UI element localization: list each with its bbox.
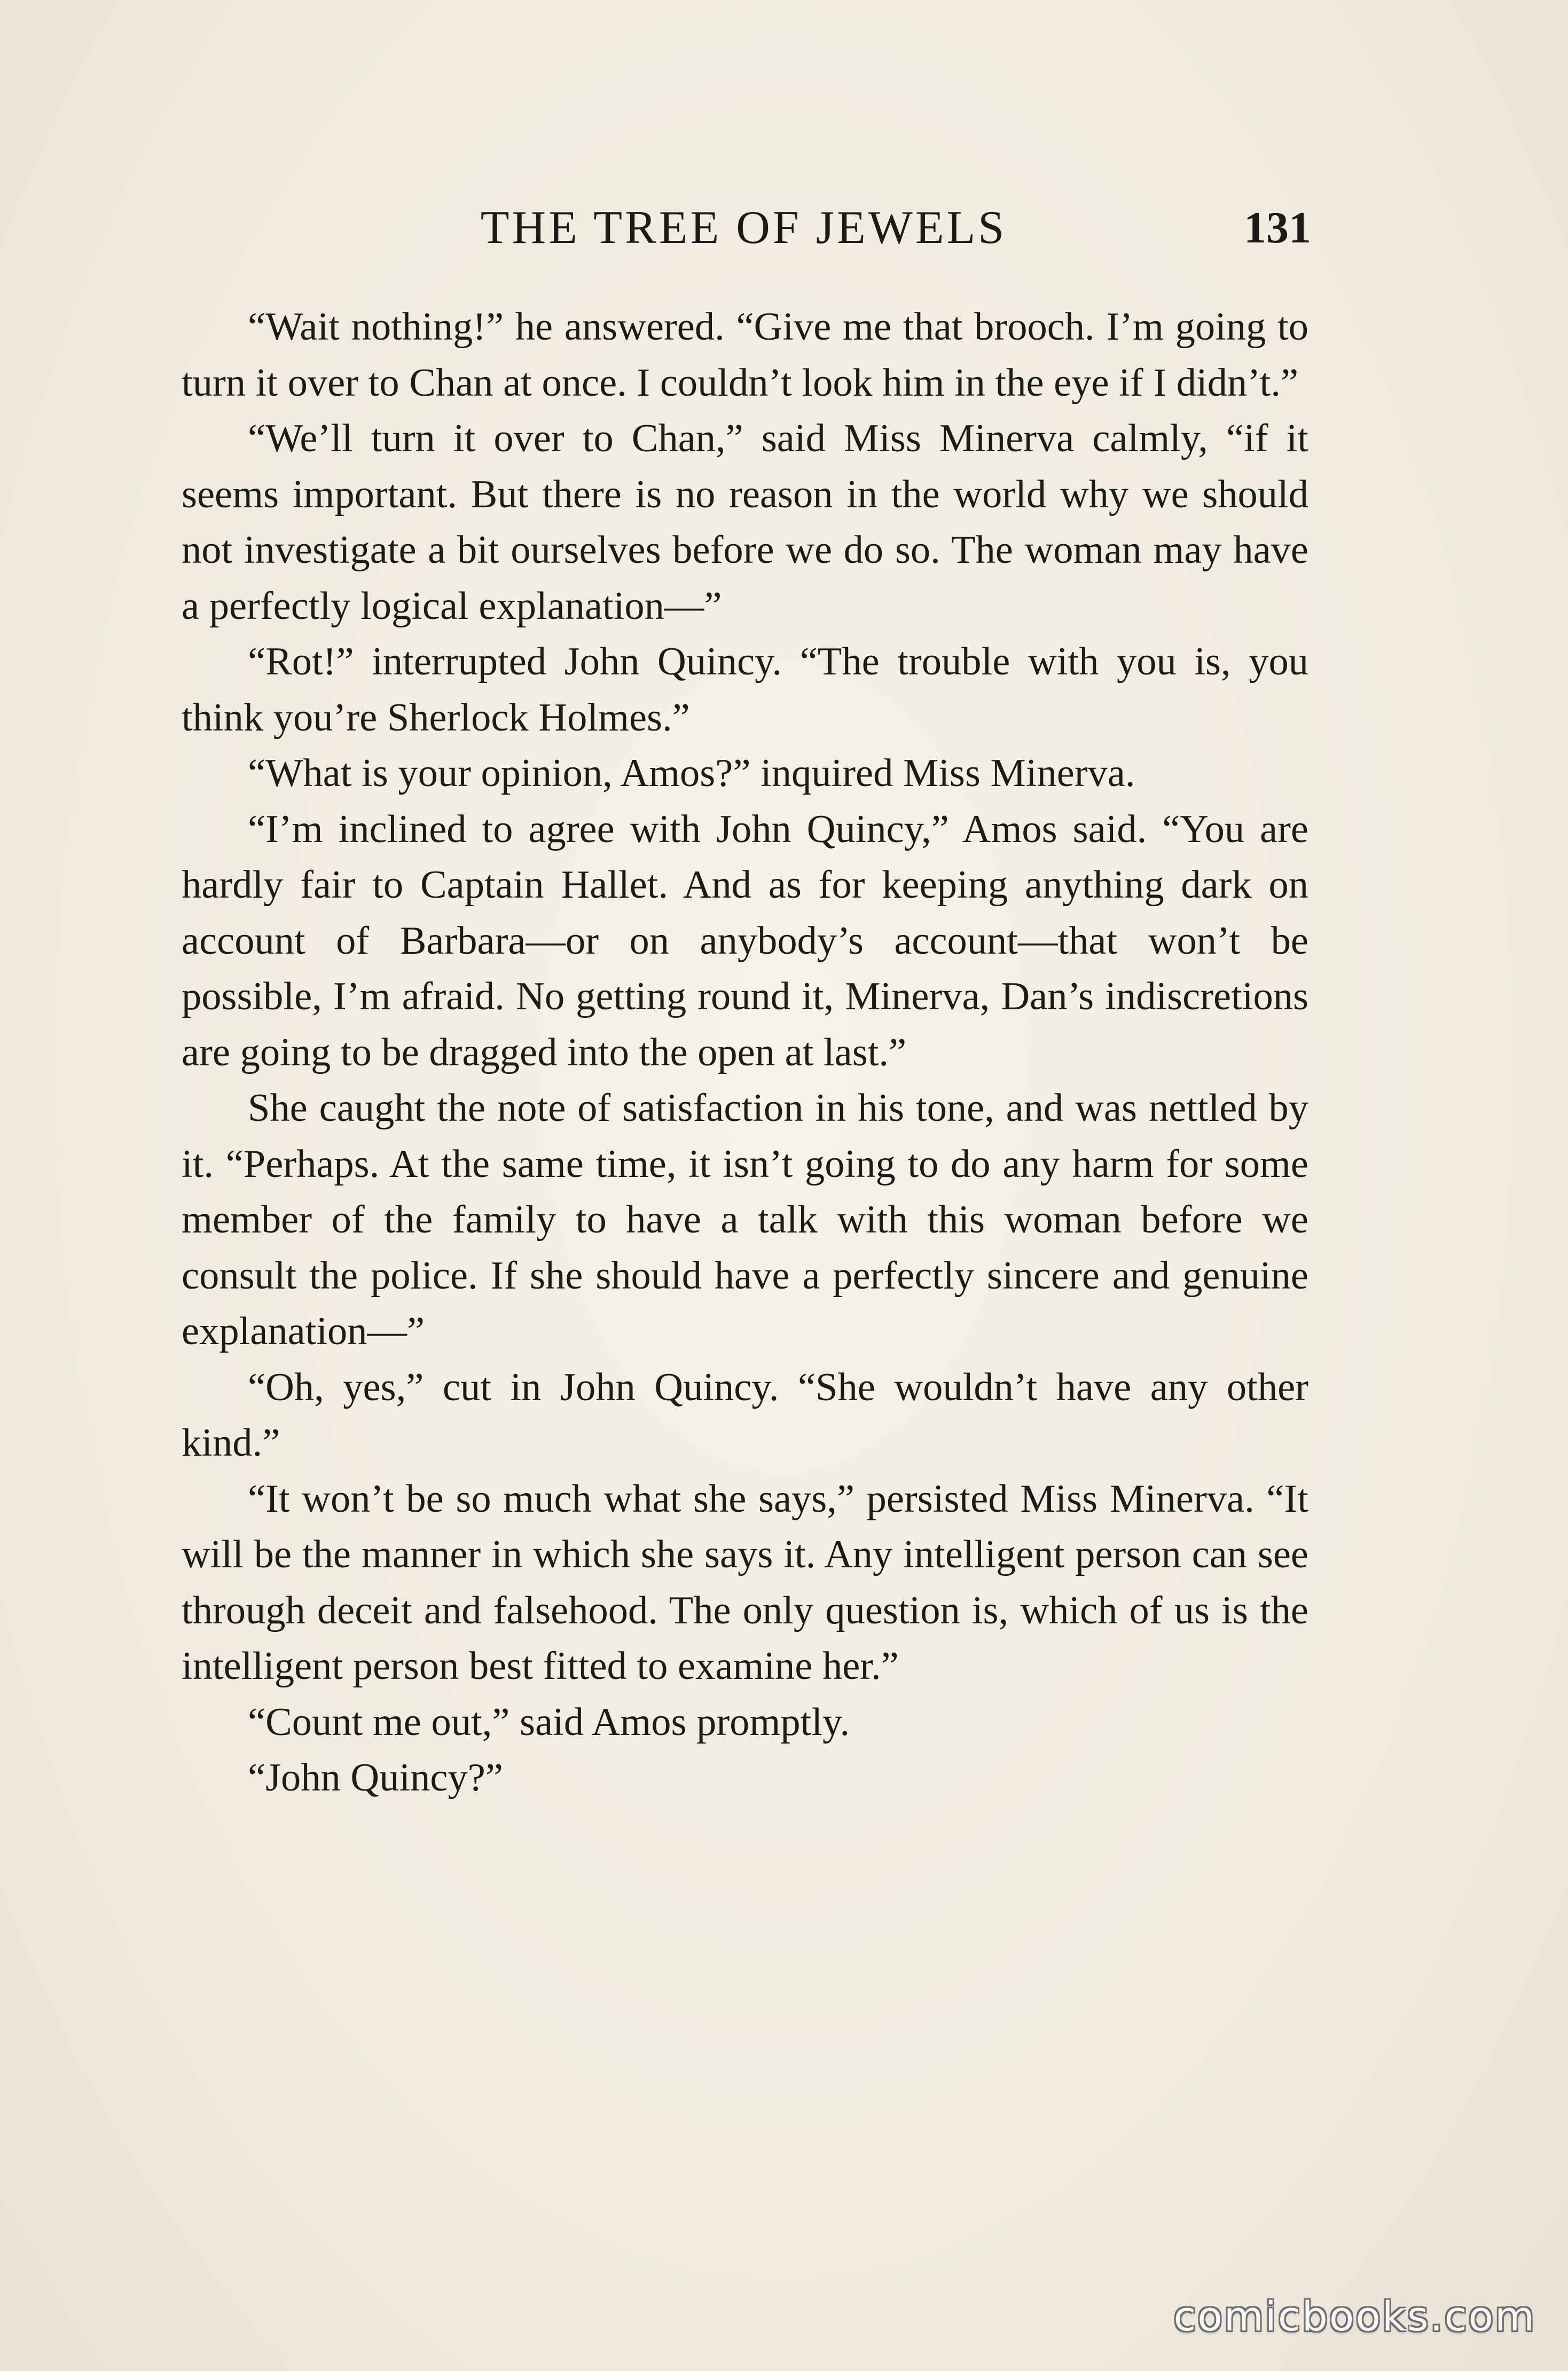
watermark: comicbooks.com (1173, 2293, 1536, 2340)
paragraph: “Count me out,” said Amos promptly. (248, 1700, 850, 1744)
paragraph: “Rot!” interrupted John Quincy. “The trouble with you is, you think you’re Sherlock Holmes.” (182, 640, 1308, 740)
page-number: 131 (1244, 203, 1311, 253)
paragraph: “John Quincy?” (248, 1756, 503, 1800)
paragraph: “Oh, yes,” cut in John Quincy. “She wouldn’t have any other kind.” (182, 1365, 1308, 1465)
body-text (182, 299, 1308, 1806)
paragraph: She caught the note of satisfaction in his tone, and was nettled by it. “Perhaps. At the same time, it isn’t going to do any harm for some member of the family to have a talk with this woman before we consult the police. If she should have a perfectly sincere and genuine explanation—” (182, 1086, 1308, 1353)
paragraph: “Wait nothing!” he answered. “Give me that brooch. I’m going to turn it over to Chan at once. I couldn’t look him in the eye if I didn’t.” (182, 305, 1308, 405)
running-title: THE TREE OF JEWELS (480, 202, 1007, 254)
running-head (176, 199, 1311, 257)
paragraph: “We’ll turn it over to Chan,” said Miss Minerva calmly, “if it seems important. But there is no reason in the world why we should not investigate a bit ourselves before we do so. The woman may have a perfectly logical explanation—” (182, 417, 1308, 628)
paragraph: “What is your opinion, Amos?” inquired Miss Minerva. (248, 751, 1135, 795)
paragraph: “I’m inclined to agree with John Quincy,” Amos said. “You are hardly fair to Captain Hallet. And as for keeping anything dark on account of Barbara—or on anybody’s account—that won’t be possible, I’m afraid. No getting round it, Minerva, Dan’s indiscretions are going to be dragged into the open at last.” (182, 807, 1308, 1074)
paragraph: “It won’t be so much what she says,” persisted Miss Minerva. “It will be the manner in which she says it. Any intelligent person can see through deceit and falsehood. The only question is, which of us is the intelligent person best fitted to examine her.” (182, 1477, 1308, 1688)
